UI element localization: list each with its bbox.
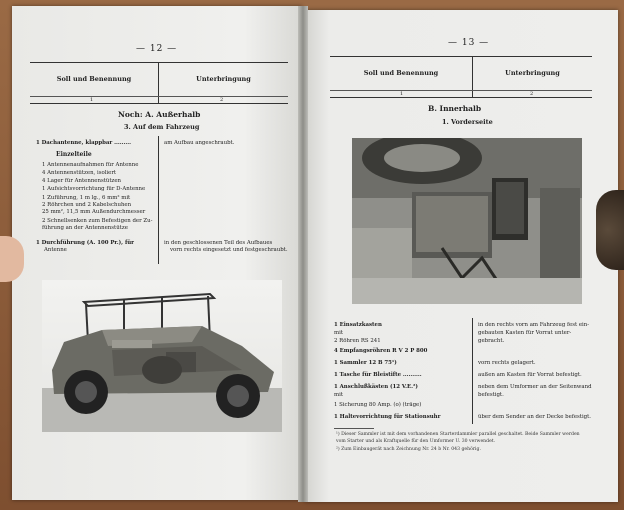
col-num-2: 2 (220, 97, 224, 103)
inventory-item-location: gebracht. (478, 338, 505, 344)
part-item: 4 Lager für Antennenstützen (42, 178, 122, 184)
right-section-title: B. Innerhalb (428, 104, 482, 113)
inventory-item-location: über dem Sender an der Decke befestigt. (478, 414, 592, 420)
inventory-item: 2 Röhren RS 241 (334, 338, 381, 344)
right-column-header (330, 56, 592, 98)
item-dachantenne: 1 Dachantenne, klappbar ......... (36, 140, 132, 146)
inventory-item-location: in den rechts vorn am Fahrzeug fest ein- (478, 322, 590, 328)
vehicle-interior-photo (352, 138, 582, 304)
inventory-item: 4 Empfangsröhren R V 2 P 800 (334, 348, 428, 354)
col-unterbringung-header: Unterbringung (505, 69, 560, 77)
part-item: führung an der Antennenstütze (42, 225, 128, 231)
part-item: 1 Antennenaufnahmen für Antenne (42, 162, 139, 168)
part-item: 25 mm², 11,5 mm Außendurchmesser (42, 209, 146, 215)
part-item: 4 Antennenstützen, isoliert (42, 170, 117, 176)
left-page-number: — 12 — (136, 44, 178, 54)
inventory-item: 1 Tasche für Bleistifte .......... (334, 372, 422, 378)
col-num-1: 1 (400, 91, 404, 97)
binder-clip (596, 190, 624, 270)
col-unterbringung-header: Unterbringung (196, 75, 251, 83)
right-page-number: — 13 — (448, 38, 490, 48)
col-num-1: 1 (90, 97, 94, 103)
inventory-item-location: gebauten Kasten für Vorrat unter- (478, 330, 572, 336)
part-item: 2 Schnellsenken zum Befestigen der Zu- (42, 218, 153, 224)
item-durchfuehrung: 1 Durchführung (A. 100 Pr.), für (36, 240, 135, 246)
item-durchfuehrung-location-b: vorn rechts eingesetzt und festgeschraubt. (170, 247, 288, 253)
inventory-item-location: vorn rechts gelagert. (478, 360, 536, 366)
col-soll-header: Soll und Benennung (363, 69, 439, 77)
header-number-row (330, 90, 592, 98)
armored-car-photo (42, 280, 282, 432)
footnote: ²) Zum Einbaugerät nach Zeichnung Nr. 24 b Nr. 043 gehörig. (336, 447, 481, 452)
footnote: vom Starter und als Kraftquelle für den Umformer U. 30 verwendet. (336, 439, 496, 444)
right-subsection-title: 1. Vorderseite (442, 118, 493, 126)
book-gutter (298, 6, 308, 502)
item-durchfuehrung-location: in den geschlossenen Teil des Aufbaues (164, 240, 273, 246)
left-column-header (30, 62, 288, 104)
inventory-item: 1 Anschlußkästen (12 V.E.²) (334, 384, 418, 390)
inventory-item: mit (334, 330, 344, 336)
inventory-item: 1 Einsatzkasten (334, 322, 382, 328)
part-item: 1 Zuführung, 1 m lg., 6 mm² mit (42, 195, 131, 201)
inventory-item-location: neben dem Umformer an der Seitenwand (478, 384, 592, 390)
inventory-item-location: außen am Kasten für Vorrat befestigt. (478, 372, 582, 378)
inventory-item: 1 Sammler 12 B 75¹) (334, 360, 397, 366)
part-item: 2 Röhrchen und 2 Kabelschuhen (42, 202, 132, 208)
right-column-divider (472, 318, 473, 424)
inventory-item: 1 Sicherung 80 Amp. (o) (träge) (334, 402, 422, 408)
part-item: 1 Aufsichtsvorrichtung für D-Antenne (42, 186, 146, 192)
footnote: ¹) Dieser Sammler ist mit dem vorhandenen Starterdammler parallel geschaltet. Beide Sammler werden (336, 432, 580, 437)
item-durchfuehrung-b: Antenne (44, 247, 67, 253)
einzelteile-heading: Einzelteile (56, 151, 92, 158)
col-num-2: 2 (530, 91, 534, 97)
inventory-item: mit (334, 392, 344, 398)
inventory-item: 1 Haltevorrichtung für Stationsuhr (334, 414, 441, 420)
footnote-rule (334, 428, 374, 429)
header-number-row (30, 96, 288, 104)
left-section-title: Noch: A. Außerhalb (118, 110, 201, 119)
left-subsection-title: 3. Auf dem Fahrzeug (124, 123, 200, 131)
col-soll-header: Soll und Benennung (56, 75, 132, 83)
left-column-divider (158, 136, 159, 264)
item-dachantenne-location: am Aufbau angeschraubt. (164, 140, 235, 146)
inventory-item-location: befestigt. (478, 392, 504, 398)
